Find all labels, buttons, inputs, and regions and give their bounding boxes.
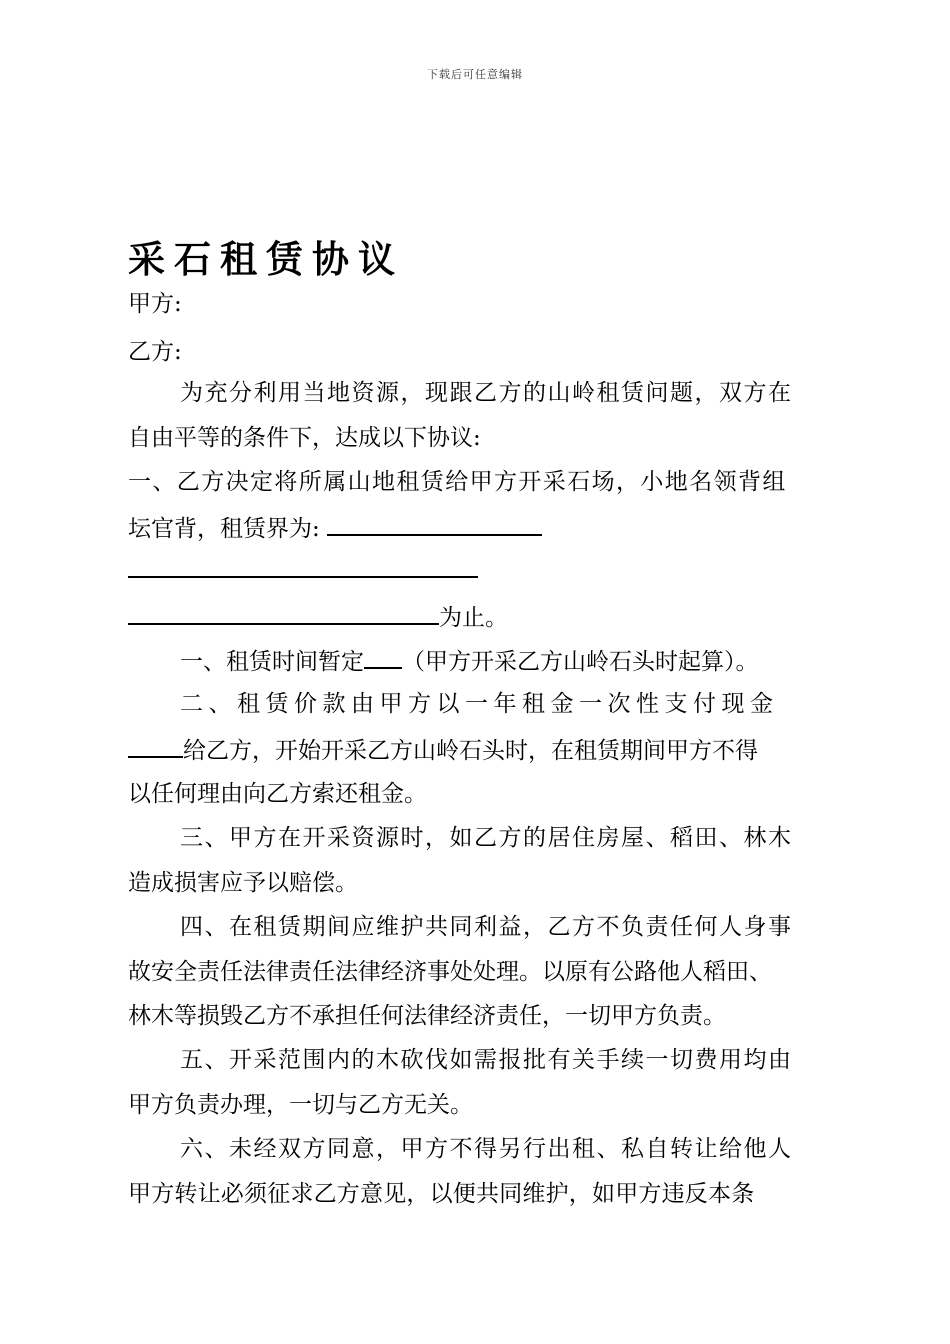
clause-6-line-2: 甲方转让必须征求乙方意见，以便共同维护，如甲方违反本条 [128,1181,755,1207]
rent-amount-blank [128,734,183,758]
header-note: 下载后可任意编辑 [427,68,523,81]
document-title: 采石租赁协议 [128,237,404,281]
clause-5-line-2: 甲方负责办理，一切与乙方无关。 [128,1092,473,1118]
boundary-blank-1 [327,512,542,536]
boundary-end-text: 为止。 [439,605,508,631]
boundary-blank-2 [128,576,478,578]
clause-3-line-2: 造成损害应予以赔偿。 [128,870,358,896]
preamble-line-1: 为充分利用当地资源，现跟乙方的山岭租赁问题，双方在 [180,380,793,406]
preamble-line-2: 自由平等的条件下，达成以下协议: [128,425,481,451]
lease-term-blank [364,645,402,669]
clause-4-line-2: 故安全责任法律责任法律经济事处处理。以原有公路他人稻田、 [128,959,772,985]
party-a-label: 甲方: [128,291,182,317]
party-b-label: 乙方: [128,339,182,365]
clause-2-line-1: 二、租赁价款由甲方以一年租金一次性支付现金 [180,691,779,717]
clause-2-line-3: 以任何理由向乙方索还租金。 [128,781,427,807]
clause-intro-line-1: 一、乙方决定将所属山地租赁给甲方开采石场，小地名领背组 [128,469,787,495]
clause-2-line-2 [128,734,758,766]
boundary-label: 坛官背，租赁界为: [128,516,328,542]
clause-6-line-1: 六、未经双方同意，甲方不得另行出租、私自转让给他人 [180,1136,793,1162]
clause-3-line-1: 三、甲方在开采资源时，如乙方的居住房屋、稻田、林木 [180,825,793,851]
boundary-blank-3 [128,601,439,625]
clause-intro-line-2 [128,512,542,544]
boundary-line-end [128,601,508,633]
clause-1 [180,645,759,677]
clause-2-line-2-text: 给乙方，开始开采乙方山岭石头时，在租赁期间甲方不得 [183,738,758,764]
clause-5-line-1: 五、开采范围内的木砍伐如需报批有关手续一切费用均由 [180,1047,793,1073]
clause-4-line-3: 林木等损毁乙方不承担任何法律经济责任，一切甲方负责。 [128,1003,726,1029]
clause-1-end: （甲方开采乙方山岭石头时起算）。 [402,649,759,675]
clause-4-line-1: 四、在租赁期间应维护共同利益，乙方不负责任何人身事 [180,914,793,940]
clause-1-start: 一、租赁时间暂定 [180,649,364,675]
